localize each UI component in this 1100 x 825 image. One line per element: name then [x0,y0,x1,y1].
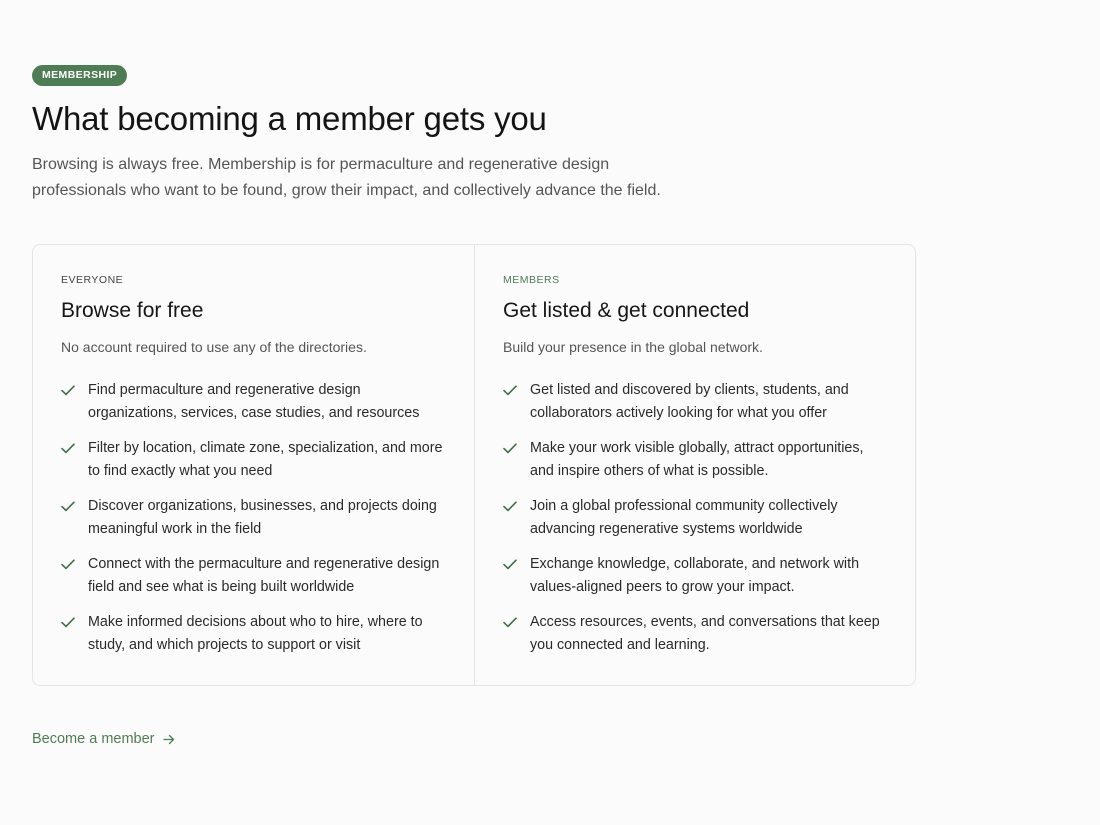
benefit-text: Make informed decisions about who to hire, where to study, and which projects to support or visit [88,614,423,653]
check-icon [61,437,88,459]
check-icon [61,611,88,633]
benefit-text: Filter by location, climate zone, specialization, and more to find exactly what you need [88,440,443,479]
comparison-panel [32,244,916,686]
everyone-column [33,245,474,685]
benefit-text: Get listed and discovered by clients, students, and collaborators actively looking for what you offer [530,382,849,421]
benefit-text: Access resources, events, and conversations that keep you connected and learning. [530,614,880,653]
benefit-text: Find permaculture and regenerative design organizations, services, case studies, and resources [88,382,420,421]
benefit-text: Join a global professional community collectively advancing regenerative systems worldwide [530,498,838,537]
benefit-item [61,437,446,482]
everyone-eyebrow: EVERYONE [61,274,124,286]
arrow-right-icon [163,734,175,745]
benefit-text: Connect with the permaculture and regenerative design field and see what is being built worldwide [88,556,440,595]
benefit-item [503,495,887,540]
benefit-item [61,553,446,598]
check-icon [61,379,88,401]
benefit-item [61,611,446,656]
page-subtitle: Browsing is always free. Membership is for permaculture and regenerative design professionals who want to be found, grow their impact, and collectively advance the field. [32,156,661,199]
check-icon [503,379,530,401]
everyone-title: Browse for free [61,299,204,322]
check-icon [503,611,530,633]
members-title: Get listed & get connected [503,299,750,322]
everyone-subtitle: No account required to use any of the directories. [61,339,367,355]
members-column [474,245,915,685]
benefit-item [503,379,887,424]
check-icon [503,553,530,575]
page-title: What becoming a member gets you [32,100,547,137]
check-icon [61,495,88,517]
members-benefits-list [503,379,887,656]
members-subtitle: Build your presence in the global network. [503,339,763,355]
check-icon [503,437,530,459]
everyone-benefits-list [61,379,446,656]
become-member-label: Become a member [32,731,155,747]
membership-badge: MEMBERSHIP [32,65,127,86]
benefit-text: Exchange knowledge, collaborate, and network with values-aligned peers to grow your impact. [530,556,860,595]
benefit-item [61,379,446,424]
benefit-text: Make your work visible globally, attract opportunities, and inspire others of what is possible. [530,440,864,479]
benefit-item [503,437,887,482]
check-icon [503,495,530,517]
benefit-text: Discover organizations, businesses, and projects doing meaningful work in the field [88,498,437,537]
become-member-link[interactable] [32,729,175,749]
benefit-item [61,495,446,540]
benefit-item [503,553,887,598]
members-eyebrow: MEMBERS [503,274,560,286]
benefit-item [503,611,887,656]
check-icon [61,553,88,575]
